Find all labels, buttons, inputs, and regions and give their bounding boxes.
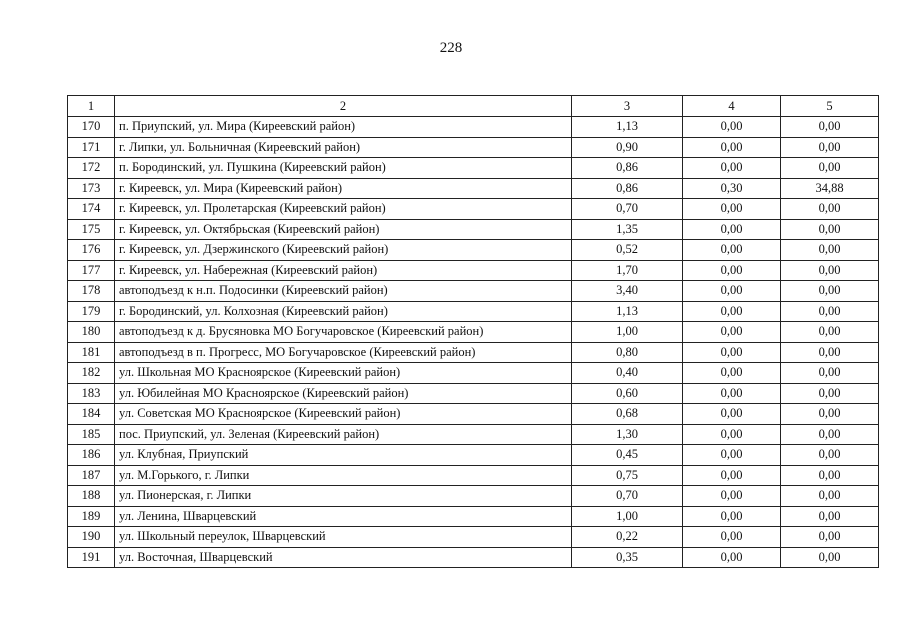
road-name-cell: ул. Клубная, Приупский [115, 445, 572, 466]
value-col4-cell: 0,00 [683, 137, 781, 158]
road-name-cell: пос. Приупский, ул. Зеленая (Киреевский район) [115, 424, 572, 445]
row-number-cell: 183 [68, 383, 115, 404]
table-row [68, 158, 879, 179]
value-col4-cell: 0,00 [683, 404, 781, 425]
value-col3-cell: 1,35 [572, 219, 683, 240]
road-name-cell: ул. М.Горького, г. Липки [115, 465, 572, 486]
value-col4-cell: 0,00 [683, 301, 781, 322]
value-col3-cell: 0,35 [572, 547, 683, 568]
value-col3-cell: 0,86 [572, 158, 683, 179]
value-col5-cell: 0,00 [781, 219, 879, 240]
value-col5-cell: 0,00 [781, 445, 879, 466]
value-col3-cell: 0,75 [572, 465, 683, 486]
value-col3-cell: 0,40 [572, 363, 683, 384]
value-col3-cell: 1,00 [572, 506, 683, 527]
value-col5-cell: 0,00 [781, 404, 879, 425]
value-col4-cell: 0,00 [683, 424, 781, 445]
row-number-cell: 176 [68, 240, 115, 261]
value-col3-cell: 1,13 [572, 301, 683, 322]
row-number-cell: 189 [68, 506, 115, 527]
road-name-cell: п. Бородинский, ул. Пушкина (Киреевский район) [115, 158, 572, 179]
table-row [68, 506, 879, 527]
value-col3-cell: 1,70 [572, 260, 683, 281]
road-name-cell: автоподъезд к н.п. Подосинки (Киреевский район) [115, 281, 572, 302]
header-cell-2: 2 [115, 96, 572, 117]
row-number-cell: 174 [68, 199, 115, 220]
road-name-cell: ул. Ленина, Шварцевский [115, 506, 572, 527]
value-col4-cell: 0,00 [683, 363, 781, 384]
table-row [68, 527, 879, 548]
value-col5-cell: 0,00 [781, 383, 879, 404]
row-number-cell: 181 [68, 342, 115, 363]
value-col4-cell: 0,00 [683, 158, 781, 179]
value-col3-cell: 0,68 [572, 404, 683, 425]
value-col4-cell: 0,00 [683, 342, 781, 363]
value-col3-cell: 1,13 [572, 117, 683, 138]
value-col3-cell: 1,00 [572, 322, 683, 343]
value-col4-cell: 0,00 [683, 322, 781, 343]
table-row [68, 260, 879, 281]
value-col4-cell: 0,00 [683, 117, 781, 138]
row-number-cell: 175 [68, 219, 115, 240]
value-col4-cell: 0,30 [683, 178, 781, 199]
value-col5-cell: 0,00 [781, 424, 879, 445]
road-name-cell: автоподъезд в п. Прогресс, МО Богучаровское (Киреевский район) [115, 342, 572, 363]
table-row [68, 404, 879, 425]
road-name-cell: ул. Юбилейная МО Красноярское (Киреевский район) [115, 383, 572, 404]
value-col5-cell: 0,00 [781, 158, 879, 179]
table-row [68, 178, 879, 199]
value-col4-cell: 0,00 [683, 383, 781, 404]
table-row [68, 445, 879, 466]
value-col3-cell: 0,86 [572, 178, 683, 199]
value-col4-cell: 0,00 [683, 240, 781, 261]
road-name-cell: п. Приупский, ул. Мира (Киреевский район) [115, 117, 572, 138]
data-table [67, 95, 879, 568]
header-cell-3: 3 [572, 96, 683, 117]
value-col5-cell: 0,00 [781, 342, 879, 363]
row-number-cell: 177 [68, 260, 115, 281]
road-name-cell: г. Киреевск, ул. Дзержинского (Киреевский район) [115, 240, 572, 261]
table-row [68, 383, 879, 404]
row-number-cell: 179 [68, 301, 115, 322]
road-name-cell: г. Киреевск, ул. Пролетарская (Киреевский район) [115, 199, 572, 220]
value-col4-cell: 0,00 [683, 281, 781, 302]
road-name-cell: автоподъезд к д. Брусяновка МО Богучаровское (Киреевский район) [115, 322, 572, 343]
row-number-cell: 187 [68, 465, 115, 486]
value-col4-cell: 0,00 [683, 260, 781, 281]
value-col4-cell: 0,00 [683, 199, 781, 220]
value-col4-cell: 0,00 [683, 445, 781, 466]
page-number: 228 [439, 40, 463, 56]
value-col5-cell: 0,00 [781, 322, 879, 343]
value-col5-cell: 0,00 [781, 281, 879, 302]
value-col3-cell: 0,22 [572, 527, 683, 548]
row-number-cell: 185 [68, 424, 115, 445]
value-col5-cell: 0,00 [781, 137, 879, 158]
value-col5-cell: 0,00 [781, 240, 879, 261]
table-row [68, 301, 879, 322]
table-row [68, 240, 879, 261]
value-col4-cell: 0,00 [683, 465, 781, 486]
value-col4-cell: 0,00 [683, 219, 781, 240]
row-number-cell: 188 [68, 486, 115, 507]
row-number-cell: 170 [68, 117, 115, 138]
road-name-cell: ул. Восточная, Шварцевский [115, 547, 572, 568]
value-col4-cell: 0,00 [683, 547, 781, 568]
value-col5-cell: 0,00 [781, 465, 879, 486]
value-col5-cell: 0,00 [781, 260, 879, 281]
value-col3-cell: 0,70 [572, 486, 683, 507]
value-col5-cell: 0,00 [781, 117, 879, 138]
row-number-cell: 171 [68, 137, 115, 158]
value-col5-cell: 0,00 [781, 199, 879, 220]
value-col3-cell: 3,40 [572, 281, 683, 302]
value-col3-cell: 0,90 [572, 137, 683, 158]
road-name-cell: ул. Школьный переулок, Шварцевский [115, 527, 572, 548]
value-col3-cell: 0,70 [572, 199, 683, 220]
value-col3-cell: 0,80 [572, 342, 683, 363]
table-row [68, 342, 879, 363]
road-name-cell: г. Киреевск, ул. Октябрьская (Киреевский район) [115, 219, 572, 240]
row-number-cell: 180 [68, 322, 115, 343]
road-name-cell: г. Бородинский, ул. Колхозная (Киреевский район) [115, 301, 572, 322]
header-cell-4: 4 [683, 96, 781, 117]
table-row [68, 363, 879, 384]
table-row [68, 322, 879, 343]
table-row [68, 281, 879, 302]
value-col4-cell: 0,00 [683, 527, 781, 548]
value-col5-cell: 34,88 [781, 178, 879, 199]
table-row [68, 137, 879, 158]
row-number-cell: 190 [68, 527, 115, 548]
row-number-cell: 172 [68, 158, 115, 179]
table-header-row [68, 96, 879, 117]
table-row [68, 424, 879, 445]
table-row [68, 547, 879, 568]
row-number-cell: 178 [68, 281, 115, 302]
road-name-cell: г. Киреевск, ул. Набережная (Киреевский район) [115, 260, 572, 281]
header-cell-5: 5 [781, 96, 879, 117]
value-col3-cell: 0,52 [572, 240, 683, 261]
value-col5-cell: 0,00 [781, 301, 879, 322]
value-col5-cell: 0,00 [781, 547, 879, 568]
road-name-cell: ул. Школьная МО Красноярское (Киреевский район) [115, 363, 572, 384]
value-col5-cell: 0,00 [781, 363, 879, 384]
value-col4-cell: 0,00 [683, 486, 781, 507]
row-number-cell: 182 [68, 363, 115, 384]
value-col3-cell: 0,60 [572, 383, 683, 404]
value-col5-cell: 0,00 [781, 486, 879, 507]
row-number-cell: 173 [68, 178, 115, 199]
table-row [68, 465, 879, 486]
road-name-cell: ул. Пионерская, г. Липки [115, 486, 572, 507]
header-cell-1: 1 [68, 96, 115, 117]
road-name-cell: г. Киреевск, ул. Мира (Киреевский район) [115, 178, 572, 199]
road-name-cell: г. Липки, ул. Больничная (Киреевский район) [115, 137, 572, 158]
table-row [68, 219, 879, 240]
row-number-cell: 186 [68, 445, 115, 466]
row-number-cell: 191 [68, 547, 115, 568]
value-col3-cell: 0,45 [572, 445, 683, 466]
table-row [68, 117, 879, 138]
table-row [68, 199, 879, 220]
value-col4-cell: 0,00 [683, 506, 781, 527]
value-col5-cell: 0,00 [781, 506, 879, 527]
row-number-cell: 184 [68, 404, 115, 425]
table-row [68, 486, 879, 507]
value-col5-cell: 0,00 [781, 527, 879, 548]
value-col3-cell: 1,30 [572, 424, 683, 445]
road-name-cell: ул. Советская МО Красноярское (Киреевский район) [115, 404, 572, 425]
